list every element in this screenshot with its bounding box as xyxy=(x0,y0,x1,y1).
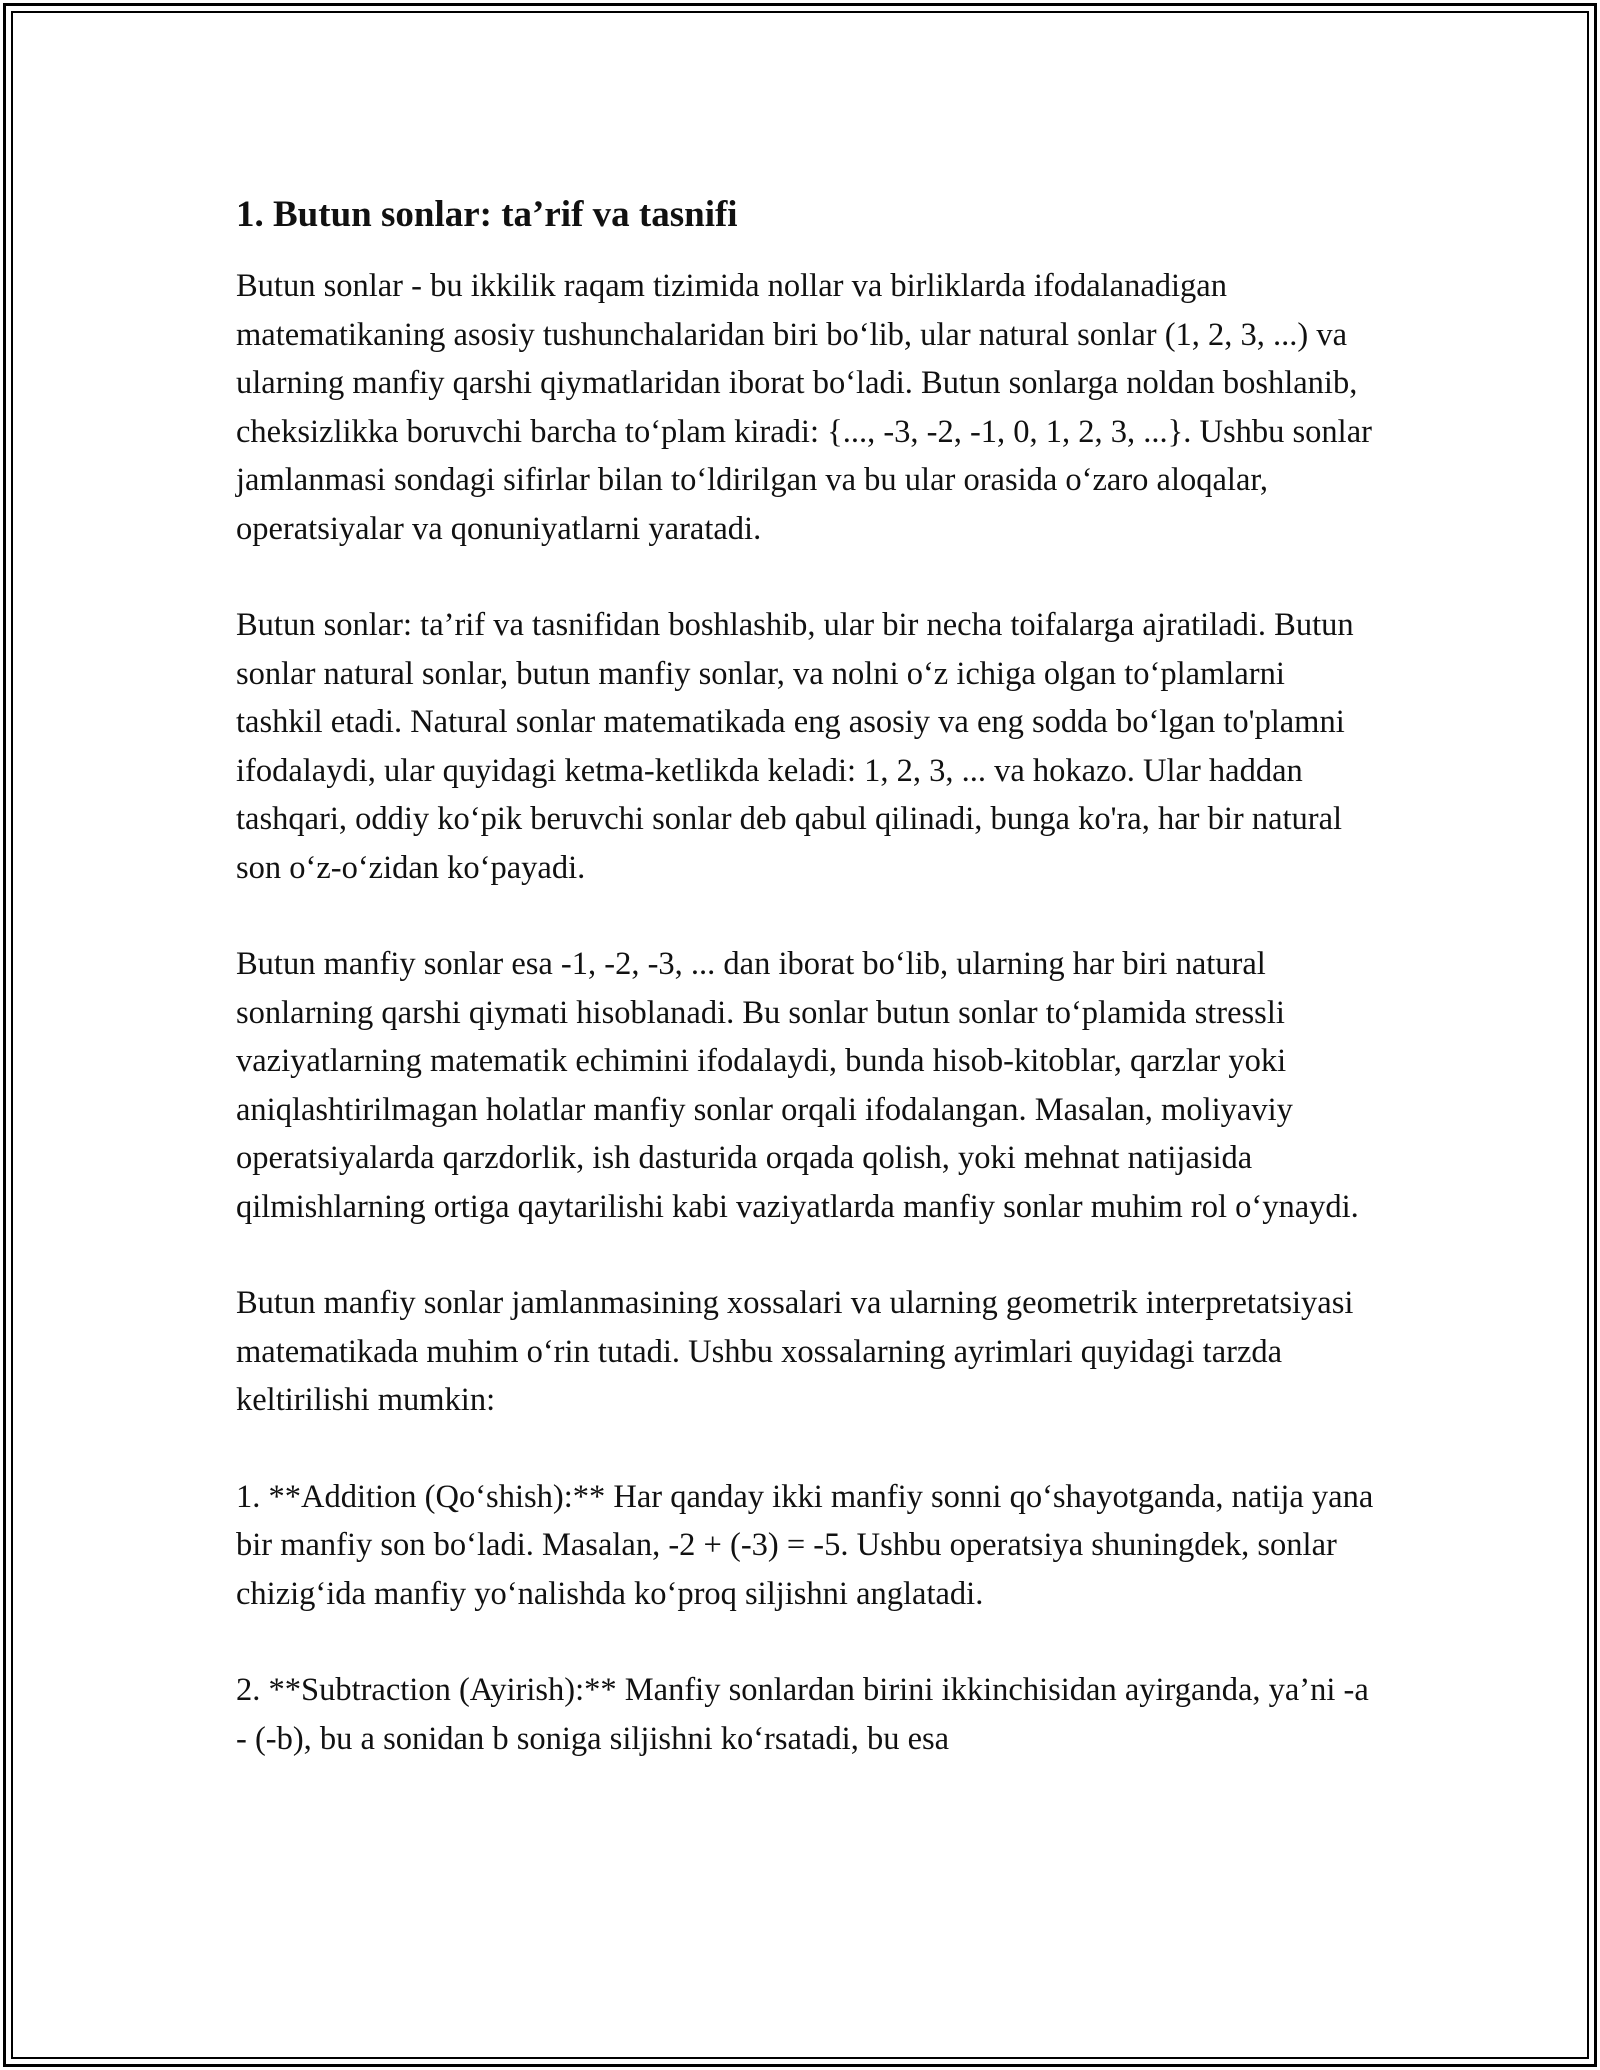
paragraph-addition: 1. **Addition (Qo‘shish):** Har qanday ikki manfiy sonni qo‘shayotganda, natija yana bir manfiy son bo‘ladi. Masalan, -2 + (-3) = -5. Ushbu operatsiya shuningdek, sonlar chizig‘ida manfiy yo‘nalishda ko‘proq siljishni anglatadi. xyxy=(236,1478,1374,1612)
paragraph-properties-intro: Butun manfiy sonlar jamlanmasining xossalari va ularning geometrik interpretatsiyasi matematikada muhim o‘rin tutadi. Ushbu xossalarning ayrimlari quyidagi tarzda keltirilishi mumkin: xyxy=(236,1285,1354,1418)
paragraph-definition: Butun sonlar - bu ikkilik raqam tizimida nollar va birliklarda ifodalanadigan matematikaning asosiy tushunchalaridan biri bo‘lib, ular natural sonlar (1, 2, 3, ...) va ularning manfiy qarshi qiymatlaridan iborat bo‘ladi. Butun sonlarga noldan boshlanib, cheksizlikka boruvchi barcha to‘plam kiradi: {..., -3, -2, -1, 0, 1, 2, 3, ...}. Ushbu sonlar jamlanmasi sondagi sifirlar bilan to‘ldirilgan va bu ular orasida o‘zaro aloqalar, operatsiyalar va qonuniyatlarni yaratadi. xyxy=(236,268,1372,547)
paragraph-negative-numbers: Butun manfiy sonlar esa -1, -2, -3, ... dan iborat bo‘lib, ularning har biri natural sonlarning qarshi qiymati hisoblanadi. Bu sonlar butun sonlar to‘plamida stressli vaziyatlarning matematik echimini ifodalaydi, bunda hisob-kitoblar, qarzlar yoki aniqlashtirilmagan holatlar manfiy sonlar orqali ifodalangan. Masalan, moliyaviy operatsiyalarda qarzdorlik, ish dasturida orqada qolish, yoki mehnat natijasida qilmishlarning ortiga qaytarilishi kabi vaziyatlarda manfiy sonlar muhim rol o‘ynaydi. xyxy=(236,946,1359,1225)
paragraph-classification: Butun sonlar: ta’rif va tasnifidan boshlashib, ular bir necha toifalarga ajratiladi. Butun sonlar natural sonlar, butun manfiy sonlar, va nolni o‘z ichiga olgan to‘plamlarni tashkil etadi. Natural sonlar matematikada eng asosiy va eng sodda bo‘lgan to'plamni ifodalaydi, ular quyidagi ketma-ketlikda keladi: 1, 2, 3, ... va hokazo. Ular haddan tashqari, oddiy ko‘pik beruvchi sonlar deb qabul qilinadi, bunga ko'ra, har bir natural son o‘z-o‘zidan ko‘payadi. xyxy=(236,607,1354,886)
paragraph-subtraction: 2. **Subtraction (Ayirish):** Manfiy sonlardan birini ikkinchisidan ayirganda, ya’ni -a - (-b), bu a sonidan b soniga siljishni ko‘rsatadi, bu esa xyxy=(236,1672,1369,1757)
section-heading: 1. Butun sonlar: ta’rif va tasnifi xyxy=(236,194,738,235)
document-body xyxy=(236,190,1376,1763)
